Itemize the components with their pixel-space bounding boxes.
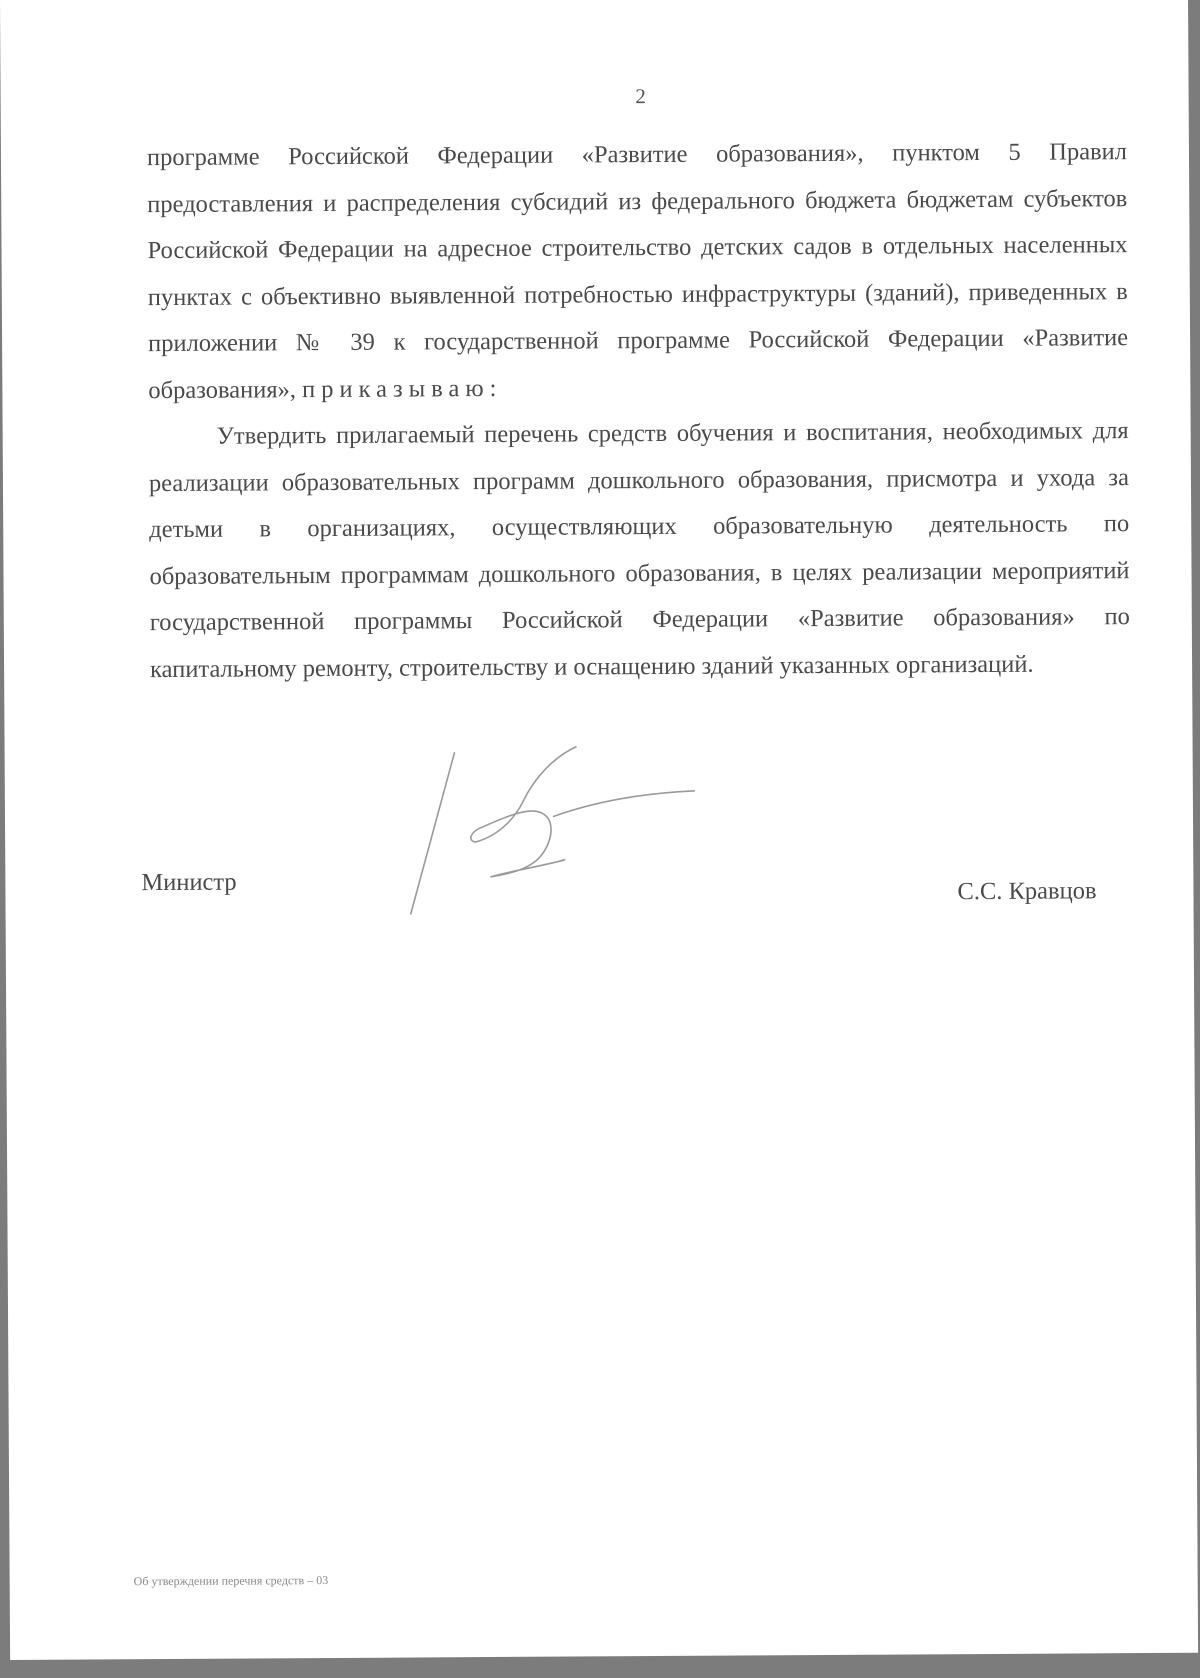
document-body <box>147 129 1130 693</box>
handwritten-signature <box>405 741 706 923</box>
paragraph-1 <box>147 129 1129 414</box>
order-word: приказываю: <box>302 374 503 403</box>
paragraph-2: Утвердить прилагаемый перечень средств обучения и воспитания, необходимых для реализации образовательных программ дошкольного образования, присмотра и ухода за детьми в организациях, осуществляющих образовательную деятельность по образовательным программам дошкольного образования, в целях реализации мероприятий государственной программы Российской Федерации «Развитие образования» по капитальному ремонту, строительству и оснащению зданий указанных организаций. <box>148 417 1130 683</box>
paragraph-1-text: программе Российской Федерации «Развитие образования», пунктом 5 Правил предоставления и распределения субсидий из федерального бюджета бюджетам субъектов Российской Федерации на адресное строительство детских садов в отдельных населенных пунктах с объективно выявленной потребностью инфраструктуры (зданий), приведенных в приложении № 39 к государственной программе Российской Федерации «Развитие образования», <box>146 138 1129 404</box>
page-number: 2 <box>635 84 646 109</box>
signer-title: Министр <box>141 868 237 897</box>
signer-name: С.С. Кравцов <box>957 877 1097 906</box>
footer-note: Об утверждении перечня средств – 03 <box>133 1573 329 1589</box>
